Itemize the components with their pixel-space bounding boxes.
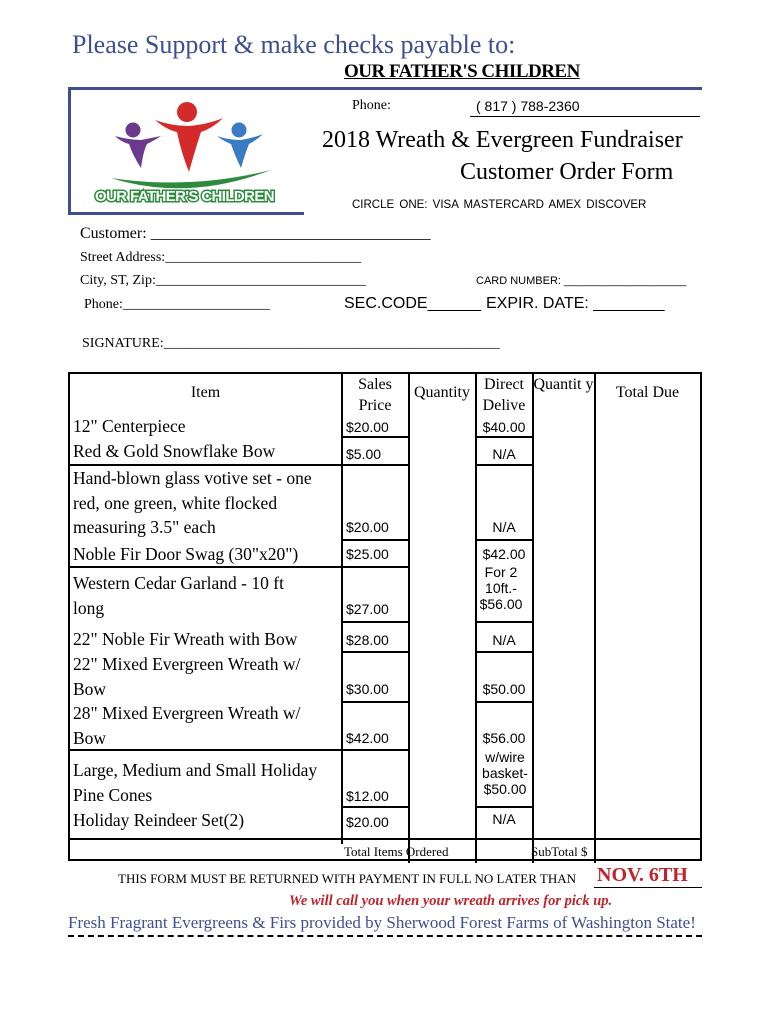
row-divider [475,464,533,466]
header-item: Item [190,384,221,401]
customer-phone-field[interactable]: Phone:_____________________ [84,297,270,312]
logo-figure-purple-head [126,123,141,138]
item-delivery: N/A [492,446,516,462]
item-price: $20.00 [346,814,389,830]
item-name: Western Cedar Garland - 10 ft long [73,573,284,618]
phone-value: ( 817 ) 788-2360 [476,98,580,114]
header-sales-price: Sales Price [358,376,392,414]
footer-dashed-line [68,935,702,937]
header-direct-delivery: Direct Delive [482,376,526,410]
security-code-field[interactable]: SEC.CODE______ [344,295,481,312]
subtotal-label: SubTotal $ [531,844,588,859]
item-price: $28.00 [346,632,389,648]
provider-note: Fresh Fragrant Evergreens & Firs provided by Sherwood Forest Farms of Washington State! [68,913,696,932]
row-divider [341,464,409,466]
row-divider [341,749,409,751]
logo-figure-purple-body [115,136,161,168]
item-name: Holiday Reindeer Set(2) [73,810,245,830]
row-divider [341,436,409,438]
row-divider [475,539,533,541]
row-divider [341,539,409,541]
item-price: $5.00 [346,446,382,462]
city-state-zip-field[interactable]: City, ST, Zip:______________________________ [80,273,366,288]
header-quantity: Quantity [414,384,470,401]
deadline-underline [594,887,702,888]
pickup-note: We will call you when your wreath arrives for pick up. [289,893,613,909]
item-delivery: $56.00 [482,730,526,746]
phone-label: Phone: [352,98,391,113]
logo-figure-blue-head [232,123,247,138]
row-divider [70,749,341,751]
org-name: OUR FATHER'S CHILDREN [344,61,580,82]
row-divider [341,701,409,703]
item-name: Hand-blown glass votive set - one red, one green, white flocked measuring 3.5" each [73,468,312,537]
frame-top-line [304,87,702,90]
item-name: 12" Centerpiece [73,416,186,436]
item-name: 22" Mixed Evergreen Wreath w/ Bow [73,654,301,699]
return-deadline-note: THIS FORM MUST BE RETURNED WITH PAYMENT IN FULL NO LATER THAN [118,871,577,886]
col-divider [408,374,410,863]
logo-figure-red-body [155,118,223,172]
expiration-date-field[interactable]: EXPIR. DATE: ________ [486,295,665,312]
header-quantity-delivery: Quantit y [533,376,594,393]
customer-field[interactable]: Customer: ___________________________________ [80,225,431,242]
logo-text: OUR FATHER'S CHILDREN [95,188,275,205]
logo-figure-blue-body [217,134,263,168]
row-divider [341,621,409,623]
logo-frame-bottom [68,212,304,215]
form-title: Customer Order Form [460,159,674,185]
item-name: Noble Fir Door Swag (30"x20") [73,544,299,564]
item-delivery: $40.00 [482,419,526,435]
card-number-field[interactable]: CARD NUMBER: ____________________ [476,275,687,287]
item-delivery: w/wire basket- $50.00 [482,749,528,797]
header-support-line: Please Support & make checks payable to: [72,30,516,59]
item-price: $25.00 [346,546,389,562]
logo-frame [68,87,304,215]
phone-underline [470,116,700,117]
total-row-divider [70,838,700,840]
row-divider [475,701,533,703]
item-delivery: $42.00 [482,546,526,562]
item-price: $30.00 [346,681,389,697]
item-delivery: N/A [492,519,516,535]
item-name: Red & Gold Snowflake Bow [73,441,276,461]
item-delivery: $50.00 [482,681,526,697]
logo-swoosh [111,170,271,188]
item-delivery: N/A [492,811,516,827]
row-divider [341,566,409,568]
item-delivery: For 2 10ft.- $56.00 [479,564,523,612]
row-divider [341,806,409,808]
item-delivery: N/A [492,632,516,648]
order-table [68,372,702,861]
deadline-date: NOV. 6TH [597,864,688,886]
row-divider [475,436,533,438]
item-name: 22" Noble Fir Wreath with Bow [73,629,298,649]
row-divider [475,806,533,808]
item-price: $27.00 [346,601,389,617]
item-price: $42.00 [346,730,389,746]
signature-field[interactable]: SIGNATURE:________________________________________________ [82,336,500,351]
logo-figure-red-head [177,102,197,122]
fundraiser-title: 2018 Wreath & Evergreen Fundraiser [322,127,683,153]
item-name: Large, Medium and Small Holiday Pine Cones [73,760,318,805]
item-price: $12.00 [346,788,389,804]
item-price: $20.00 [346,419,389,435]
row-divider [475,621,533,623]
row-divider [70,566,341,568]
row-divider [475,651,533,653]
item-name: 28" Mixed Evergreen Wreath w/ Bow [73,703,301,748]
item-price: $20.00 [346,519,389,535]
col-divider [594,374,596,863]
header-total-due: Total Due [615,384,680,401]
street-address-field[interactable]: Street Address:____________________________ [80,250,362,265]
total-items-label: Total Items Ordered [344,844,449,859]
card-type-options[interactable]: CIRCLE ONE: VISA MASTERCARD AMEX DISCOVER [352,199,647,211]
row-divider [341,651,409,653]
